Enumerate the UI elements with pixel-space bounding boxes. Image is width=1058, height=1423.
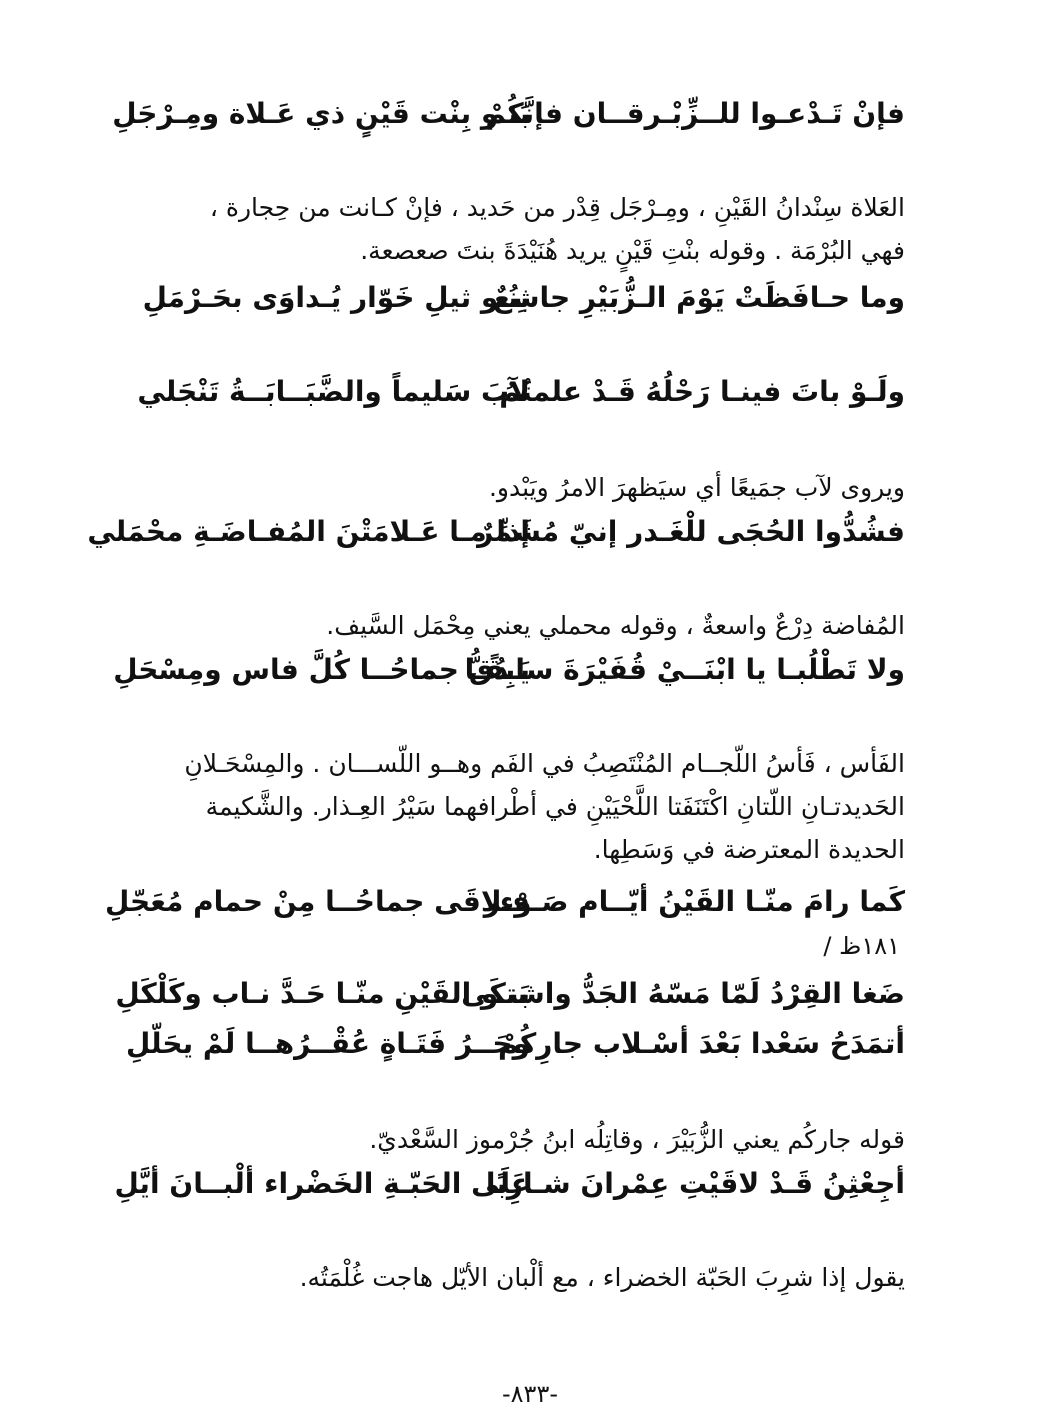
second-hemistich: إذا مـا عَـلامَتْنَ المُفـاضَـةِ محْمَلي [87, 515, 530, 548]
folio-marker: ١٨١ظ / [823, 932, 900, 960]
second-hemistich: وجَــرُ فَتَـاةٍ عُقْــرُهــا لَمْ يحَلّلِ [125, 1027, 530, 1060]
second-hemistich: فـلاقَى جماحُــا مِنْ حمام مُعَجّلِ [105, 885, 530, 918]
commentary-line: فهي البُرْمَة . وقوله بنْتِ قَيْنٍ يريد هُنَيْدَةَ بنتَ صعصعة. [360, 236, 905, 265]
first-hemistich: ولا تَطْلُبـا يا ابْنَــيْ قُفَيْرَةَ سابِقًـا [464, 653, 905, 686]
second-hemistich: بَنـو بِنْت قَيْنٍ ذي عَـلاة ومِـرْجَلِ [112, 97, 530, 130]
commentary-line: الحديدة المعترضة في وَسَطِها. [593, 835, 905, 864]
first-hemistich: فشُدُّوا الحُجَى للْغَـدر إنيّ مُشَمِّرٌ [477, 515, 905, 548]
verse-line [113, 648, 905, 692]
first-hemistich: ضَغا القِرْدُ لَمّا مَسّهُ الجَدُّ واشتكَى [461, 977, 905, 1010]
commentary [160, 1118, 905, 1161]
verse-line [87, 510, 905, 554]
verse-line [142, 276, 905, 320]
page-number: -٨٣٣- [501, 1380, 558, 1408]
commentary-line: المُفاضة دِرْعٌ واسعةٌ ، وقوله محملي يعني مِحْمَل السَّيف. [326, 611, 905, 640]
verse-line [112, 92, 905, 136]
first-hemistich: ولَـوْ باتَ فينـا رَحْلُهُ قَـدْ علمتُمُ [499, 375, 905, 408]
commentary [160, 742, 905, 871]
first-hemistich: أتمَدَحُ سَعْدا بَعْدَ أسْـلاب جارِكُمْ [498, 1027, 905, 1060]
second-hemistich: بنُـو ثيلِ خَوّار يُـداوَى بحَـرْمَلِ [142, 281, 530, 314]
first-hemistich: وما حـافَظَتْ يَوْمَ الـزُّبَيْرِ جاشِعٌ [492, 281, 905, 314]
verse-line [125, 1022, 905, 1066]
second-hemistich: بَنـو القَيْنِ منّـا حَـدَّ نـاب وكَلْكَلِ [115, 977, 530, 1010]
first-hemistich: كَما رامَ منّـا القَيْنُ أيّــام صَـوْءر [483, 885, 905, 918]
commentary [160, 1256, 905, 1299]
verse-line [105, 880, 905, 924]
verse-line [115, 972, 905, 1016]
commentary [160, 186, 905, 272]
commentary-line: الحَديدتـانِ اللّتانِ اكْتَنَفَتا اللَّحْيَيْنِ في أطْرافهما سَيْرُ العِـذار. والشَّكيمة [205, 792, 905, 821]
commentary [160, 604, 905, 647]
first-hemistich: أجِعْثِنُ قَـدْ لاقَيْتِ عِمْرانَ شـارِبًا [485, 1167, 905, 1200]
commentary-line: قوله جاركُم يعني الزُّبَيْرَ ، وقاتِلُه ابنُ جُرْموز السَّعْديّ. [369, 1125, 905, 1154]
commentary-line: ويروى لآب جمَيعًا أي سيَظهرَ الامرُ ويَبْدو. [488, 473, 905, 502]
first-hemistich: فإنْ تَـدْعـوا للــزِّبْـرقــان فإنَّكُمْ [485, 97, 905, 130]
commentary-line: العَلاة سِنْدانُ القَيْنِ ، ومِـرْجَل قِدْر من حَديد ، فإنْ كـانت من حِجارة ، [209, 193, 905, 222]
commentary-line: يقول إذا شرِبَ الحَبّة الخضراء ، مع ألْبان الأيّل هاجت غُلْمَتُه. [299, 1263, 905, 1292]
commentary-line: الفَأس ، فَأسُ اللّجــام المُنْتَصِبُ في الفَم وهــو اللّســـان . والمِسْحَـلانِ [184, 749, 905, 778]
verse-line [137, 370, 905, 414]
second-hemistich: لآبَ سَليماً والضَّبَــابَــةُ تَنْجَلي [137, 375, 530, 408]
second-hemistich: عَلَى الحَبّـةِ الخَضْراء ألْبــانَ أيَّلِ [114, 1167, 530, 1200]
verse-line [114, 1162, 905, 1206]
commentary [160, 466, 905, 509]
second-hemistich: يَـدُقُّ جماحُــا كُلَّ فاس ومِسْحَلِ [113, 653, 530, 686]
